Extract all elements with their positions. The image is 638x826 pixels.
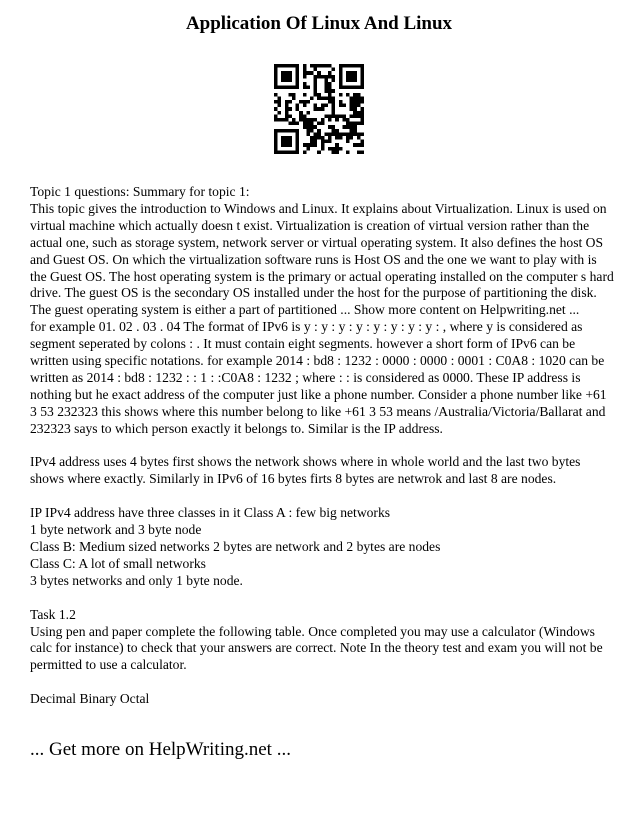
line-class-a-detail: 1 byte network and 3 byte node (30, 522, 202, 538)
line-class-c: Class C: A lot of small networks (30, 555, 206, 571)
table-header-line: Decimal Binary Octal (30, 691, 150, 707)
line-class-b: Class B: Medium sized networks 2 bytes are network and 2 bytes are nodes (30, 539, 441, 554)
task-heading: Task 1.2 (30, 606, 76, 622)
line-class-c-detail: 3 bytes networks and only 1 byte node. (30, 572, 243, 588)
line-ip-classes: IP IPv4 address have three classes in it Class A : few big networks (30, 505, 391, 521)
paragraph-virtualization: This topic gives the introduction to Windows and Linux. It explains about Virtualization. Linux is used on virtual machine which actually doesn t exist. Virtualization is creation of virtual version rather than the actual one, such as storage system, network server or virtual operating system. It also defines the host OS and Guest OS. On which the virtualization software runs is Host OS and the one we want to play with is the Guest OS. The host operating system is the primary or actual operating installed on the computer s hard drive. The guest OS is the secondary OS installed under the host for the purpose of partitioning the disk. The guest operating system is either a part of partitioned ... Show more content on Helpwriting.net ... (30, 200, 614, 318)
qr-code (274, 64, 364, 154)
paragraph-ipv4: IPv4 address uses 4 bytes first shows the network shows where in whole world and the last two bytes shows where exactly. Similarly in IPv6 of 16 bytes firts 8 bytes are netwrok and last 8 are nodes. (30, 454, 581, 487)
document-title: Application Of Linux And Linux (185, 13, 453, 34)
document-body (30, 184, 615, 708)
qr-code-image (274, 64, 364, 154)
footer-link[interactable]: ... Get more on HelpWriting.net ... (30, 739, 291, 760)
paragraph-task: Using pen and paper complete the following table. Once completed you may use a calculator (Windows calc for instance) to check that your answers are correct. Note In the theory test and exam you will not be permitted to use a calculator. (30, 623, 603, 673)
topic-heading: Topic 1 questions: Summary for topic 1: (30, 184, 250, 199)
paragraph-ipv6: for example 01. 02 . 03 . 04 The format of IPv6 is y : y : y : y : y : y : y : y : , where y is considered as segment seperated by colons : . It must contain eight segments. however a short form of IPv6 can be written using specific notations. for example 2014 : bd8 : 1232 : 0000 : 0000 : 0001 : C0A8 : 1020 can be written as 2014 : bd8 : 1232 : : 1 : :C0A8 : 1232 ; where : : is considered as 0000. These IP address is nothing but he exact address of the computer just like a phone number. Consider a phone number like +61 3 53 232323 this shows where this number belong to like +61 3 53 means /Australia/Victoria/Ballarat and 232323 says to which person exactly it belongs to. Similar is the IP address. (30, 319, 607, 436)
